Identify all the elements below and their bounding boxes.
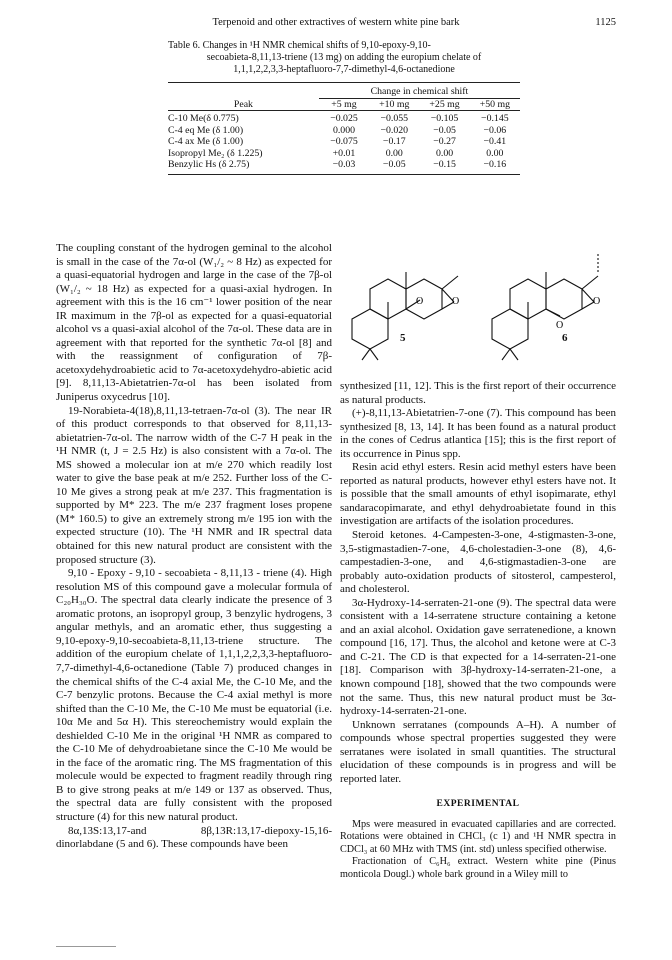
shift-value-cell: −0.41 <box>483 136 507 147</box>
shift-value-cell: −0.05 <box>433 124 456 136</box>
left-column <box>56 242 332 852</box>
caption-line: 1,1,1,2,2,3,3-heptafluoro-7,7-dimethyl-4,6-octanedione <box>233 64 455 75</box>
body-paragraph: 3α-Hydroxy-14-serraten-21-one (9). The spectral data were consistent with a 14-serratene structure containing a ketone and an axial alcohol. Oxidation gave serratenedione, a known compound [16, 17]. Thus, the alcohol and ketone were at C-3 and C-21. The CD is that expected for a 14-serraten-21-one [18]. Comparison with 3β-hydroxy-14-serraten-21-one, a known compound [18], showed that the two compounds were not the same. Thus, this new natural product must be 3α-hydroxy-14-serraten-21-one. <box>340 596 616 718</box>
experimental-paragraph: Fractionation of C₆H₆ extract. Western white pine (Pinus monticola Dougl.) whole bark ground in a Wiley mill to <box>340 856 616 880</box>
footnote-rule <box>56 946 116 947</box>
shift-value-cell: −0.105 <box>430 113 459 124</box>
body-paragraph: Resin acid ethyl esters. Resin acid methyl esters have been reported as natural products, however ethyl esters have not. It is possible that the small amounts of ethyl isopimarate, ethyl sandaracopimarate, and ethyl dehydroabietate found in this investigation are artifacts of the isolation procedures. <box>340 461 616 528</box>
peak-cell: C-4 ax Me (δ 1.00) <box>168 136 244 147</box>
table-row <box>168 148 520 160</box>
shift-value-cell: −0.020 <box>380 124 409 136</box>
right-column <box>340 380 616 881</box>
body-paragraph: 8α,13S:13,17-and 8β,13R:13,17-diepoxy-15,16-dinorlabdane (5 and 6). These compounds have been <box>56 824 332 851</box>
body-paragraph: synthesized [11, 12]. This is the first report of their occurrence as natural products. <box>340 380 616 406</box>
column-spanner: Change in chemical shift <box>319 86 520 99</box>
caption-line: Table 6. Changes in ¹H NMR chemical shifts of 9,10-epoxy-9,10- <box>168 40 431 51</box>
oxygen-label: O <box>556 320 564 331</box>
table-row <box>168 136 520 148</box>
nmr-shift-table <box>168 83 520 171</box>
shift-value-cell: 0.000 <box>332 124 355 136</box>
structure-6-drawing <box>492 254 601 360</box>
running-head <box>56 17 616 31</box>
experimental-paragraph: Mps were measured in evacuated capillaries and are corrected. Rotations were obtained in CHCl₃ (c 1) and ¹H NMR spectra in CDCl₃ at 60 MHz with TMS (int. std) unless specified otherwise. <box>340 818 616 855</box>
shift-value-cell: −0.055 <box>380 113 409 124</box>
oxygen-label: O <box>416 296 424 307</box>
caption-line: secoabieta-8,11,13-triene (13 mg) on adding the europium chelate of <box>206 52 482 63</box>
peak-cell: C-10 Me(δ 0.775) <box>168 113 239 124</box>
shift-value-cell: +0.01 <box>332 147 356 159</box>
table-row <box>168 125 520 137</box>
chemical-structures <box>340 244 616 370</box>
structure-label-5: 5 <box>400 332 406 344</box>
table-bottom-rule <box>168 174 520 175</box>
peak-cell: Benzylic Hs (δ 2.75) <box>168 159 250 170</box>
body-paragraph: The coupling constant of the hydrogen geminal to the alcohol is small in the case of the 7α-ol (W₁/₂ ~ 8 Hz) as expected for a quasi-equatorial hydrogen and large in the case of the 7β-ol (W₁/₂ ~ 18 Hz) as expected for a quasi-axial hydrogen. In agreement with this is the 16 cm⁻¹ lower position of the near IR maximum in the 7β-ol as expected for a quasi-equatorial alcohol vs a quasi-axial alcohol of the 7α-ol. These data are in agreement with that reported for the synthetic 7α-ol [8] and with the reassignment of configuration of 7β-acetoxydehydroabietic acid to 7α-acetoxydehydro-abietic acid [9]. 8,11,13-Abietatrien-7α-ol has been isolated from Juniperus oxycedrus [10]. <box>56 242 332 404</box>
shift-value-cell: 0.00 <box>385 147 403 159</box>
table-row <box>168 159 520 171</box>
structure-5-drawing <box>352 272 458 360</box>
body-paragraph: (+)-8,11,13-Abietatrien-7-one (7). This compound has been synthesized [8, 13, 14]. It has been found as a natural product in the cones of Cedrus atlantica [15]; this is the first report of its occurrence in Pinus spp. <box>340 407 616 460</box>
column-header: +25 mg <box>429 98 460 110</box>
shift-value-cell: 0.00 <box>486 147 504 159</box>
column-header: +50 mg <box>479 98 510 110</box>
table-caption <box>168 40 520 76</box>
shift-value-cell: 0.00 <box>435 147 454 159</box>
page-number: 1125 <box>595 17 616 28</box>
body-paragraph: Unknown serratanes (compounds A–H). A number of compounds whose spectral properties suggested they were serratanes were isolated in small quantities. The structural elucidation of these compounds is in progress and will be reported later. <box>340 718 616 785</box>
shift-value-cell: −0.15 <box>433 159 456 170</box>
body-paragraph: 19-Norabieta-4(18),8,11,13-tetraen-7α-ol (3). The near IR of this product corresponds to that observed for 8,11,13-abietatrien-7α-ol. The narrow width of the C-7 H peak in the ¹H NMR (t, J = 2.5 Hz) is also consistent with a 7α-ol. The MS showed a molecular ion at m/e 270 which readily lost water to give the base peak at m/e 252. Further loss of the C-10 Me gives a strong peak at m/e 237. This fragmentation is supported by M* 223. The m/e 237 fragment loses propene (M* 160.5) to give an extremely strong m/e 195 ion with the expected structure (10). The ¹H NMR and IR spectral data obtained for this new natural product are consistent with the proposed structure (3). <box>56 404 332 566</box>
structure-label-6: 6 <box>562 332 568 344</box>
table-6 <box>168 40 520 175</box>
oxygen-label: O <box>452 296 460 307</box>
structure-figures <box>340 244 616 370</box>
shift-value-cell: −0.075 <box>330 136 358 147</box>
shift-value-cell: −0.025 <box>330 113 358 124</box>
shift-value-cell: −0.06 <box>483 124 507 136</box>
body-paragraph: Steroid ketones. 4-Campesten-3-one, 4-stigmasten-3-one, 3,5-stigmastadien-7-one, 4,6-cholestadien-3-one (8), 4,6-campestadien-3-one, and 4,6-stigmastadien-3-one are probably auto-oxidation products of sitosterol, campesterol, and cholesterol. <box>340 529 616 596</box>
oxygen-label: O <box>593 296 601 307</box>
body-paragraph: 9,10 - Epoxy - 9,10 - secoabieta - 8,11,13 - triene (4). High resolution MS of this compound gave a molecular formula of C₂₀H₃₀O. The spectral data clearly indicate the presence of 3 aromatic protons, an isopropyl group, 3 benzylic hydrogens, 3 angular methyls, and an aromatic ether, thus suggesting a 9,10-epoxy-9,10-secoabieta-8,11,13-triene structure. The addition of the europium chelate of 1,1,1,2,2,3,3-heptafluoro-7,7-dimethyl-4,6-octanedione (Table 7) produced changes in the chemical shifts of the C-4 axial Me, the C-10 Me, and the C-7 benzylic protons. Because the C-4 axial methyl is more shifted than the C-10 Me, the C-10 Me must be equatorial (i.e. 10α Me and 5α H). This stereochemistry would explain the deshielded C-10 Me in the original ¹H NMR as compared to the C-10 Me of dehydroabietane since the C-10 Me would be in the face of the aromatic ring. The MS fragmentation of this molecule would be expected to fragment readily through ring B to give strong peaks at m/e 149 or 137 as observed. Thus, the spectral data are fully consistent with the proposed structure (4) for this new natural product. <box>56 567 332 823</box>
section-heading-experimental: EXPERIMENTAL <box>436 799 520 810</box>
running-title: Terpenoid and other extractives of western white pine bark <box>212 17 460 28</box>
shift-value-cell: −0.145 <box>481 113 509 124</box>
shift-value-cell: −0.05 <box>382 159 406 170</box>
peak-cell: Isopropyl Me₂ (δ 1.225) <box>168 147 263 159</box>
table-row <box>168 113 520 125</box>
shift-value-cell: −0.16 <box>483 159 507 170</box>
peak-cell: C-4 eq Me (δ 1.00) <box>168 124 244 136</box>
column-header: +5 mg <box>331 98 357 110</box>
shift-value-cell: −0.27 <box>433 136 456 147</box>
shift-value-cell: −0.03 <box>332 159 356 170</box>
shift-value-cell: −0.17 <box>382 136 406 147</box>
column-header: +10 mg <box>379 98 410 110</box>
column-header-peak: Peak <box>233 98 253 110</box>
